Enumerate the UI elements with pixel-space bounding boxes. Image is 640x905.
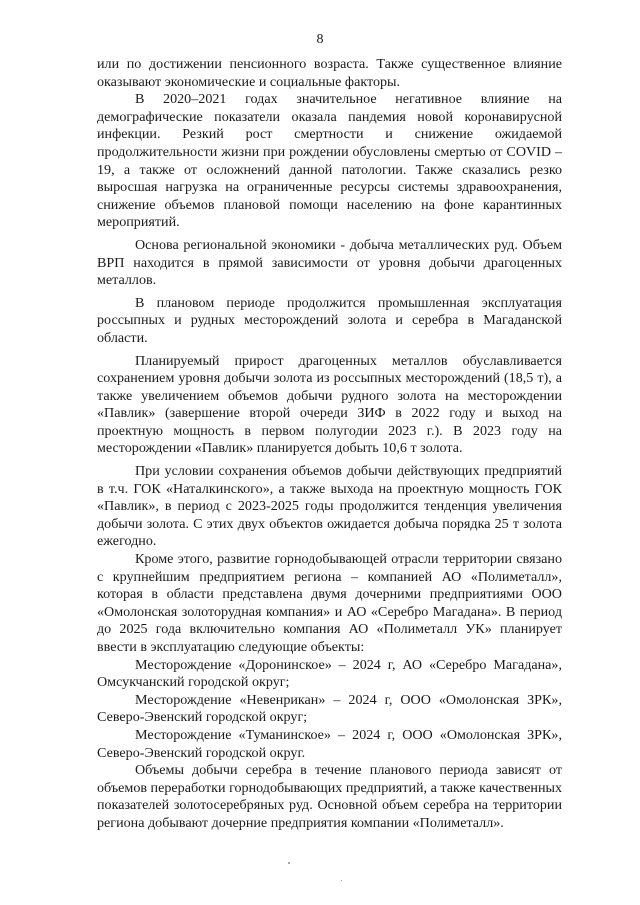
- paragraph-gold-growth: Планируемый прирост драгоценных металлов обуславливается сохранением уровня добычи золота из россыпных месторождений (18,5 т), а также увеличением объемов добычи рудного золота на месторождении «Павлик» (завершение второй очереди ЗИФ в 2022 году и выход на проектную мощность в первом полугодии 2023 г.). В 2023 году на месторождении «Павлик» планируется добыть 10,6 т золота.: [97, 352, 562, 457]
- paragraph-planned-exploitation: В плановом периоде продолжится промышленная эксплуатация россыпных и рудных месторождений золота и серебра в Магаданской области.: [97, 294, 562, 346]
- paragraph-pandemic-impact: В 2020–2021 годах значительное негативное влияние на демографические показатели оказала пандемия новой коронавирусной инфекции. Резкий рост смертности и снижение ожидаемой продолжительности жизни при рождении обусловлены смертью от COVID – 19, а также от осложнений данной патологии. Также сказались резко выросшая нагрузка на ограниченные ресурсы системы здравоохранения, снижение объемов плановой помощи населению на фоне карантинных мероприятий.: [97, 91, 562, 231]
- paragraph-silver-production: Объемы добычи серебра в течение планового периода зависят от объемов переработки горнодобывающих предприятий, а также качественных показателей золотосеребряных руд. Основной объем серебра на территории региона добывают дочерние предприятия компании «Полиметалл».: [97, 762, 562, 831]
- paragraph-polymetal-development: Кроме этого, развитие горнодобывающей отрасли территории связано с крупнейшим предприятием региона – компанией АО «Полиметалл», которая в области представлена двумя дочерними предприятиями ООО «Омолонская золоторудная компания» и АО «Серебро Магадана». В период до 2025 года включительно компания АО «Полиметалл УК» планирует ввести в эксплуатацию следующие объекты:: [97, 551, 562, 655]
- list-item-tumaninskoe: Месторождение «Туманинское» – 2024 г, ООО «Омолонская ЗРК», Северо-Эвенский городской округ.: [97, 726, 562, 761]
- scan-speck: [288, 862, 290, 864]
- list-item-doroninskoe: Месторождение «Доронинское» – 2024 г, АО «Серебро Магадана», Омсукчанский городской округ;: [97, 656, 562, 691]
- paragraph-pension-factors: или по достижении пенсионного возраста. Также существенное влияние оказывают экономические и социальные факторы.: [97, 56, 562, 90]
- paragraph-gok-production: При условии сохранения объемов добычи действующих предприятий в т.ч. ГОК «Наталкинского», а также выхода на проектную мощность ГОК «Павлик», в период с 2023-2025 годы продолжится тенденция увеличения добычи золота. С этих двух объектов ожидается добыча порядка 25 т золота ежегодно.: [97, 463, 562, 550]
- scan-speck: [341, 880, 342, 881]
- paragraph-regional-economy: Основа региональной экономики - добыча металлических руд. Объем ВРП находится в прямой зависимости от уровня добычи драгоценных металлов.: [97, 236, 562, 289]
- list-item-nevenrikan: Месторождение «Невенрикан» – 2024 г, ООО «Омолонская ЗРК», Северо-Эвенский городской округ;: [97, 691, 562, 726]
- document-body: [97, 56, 562, 833]
- page-number: 8: [316, 32, 324, 47]
